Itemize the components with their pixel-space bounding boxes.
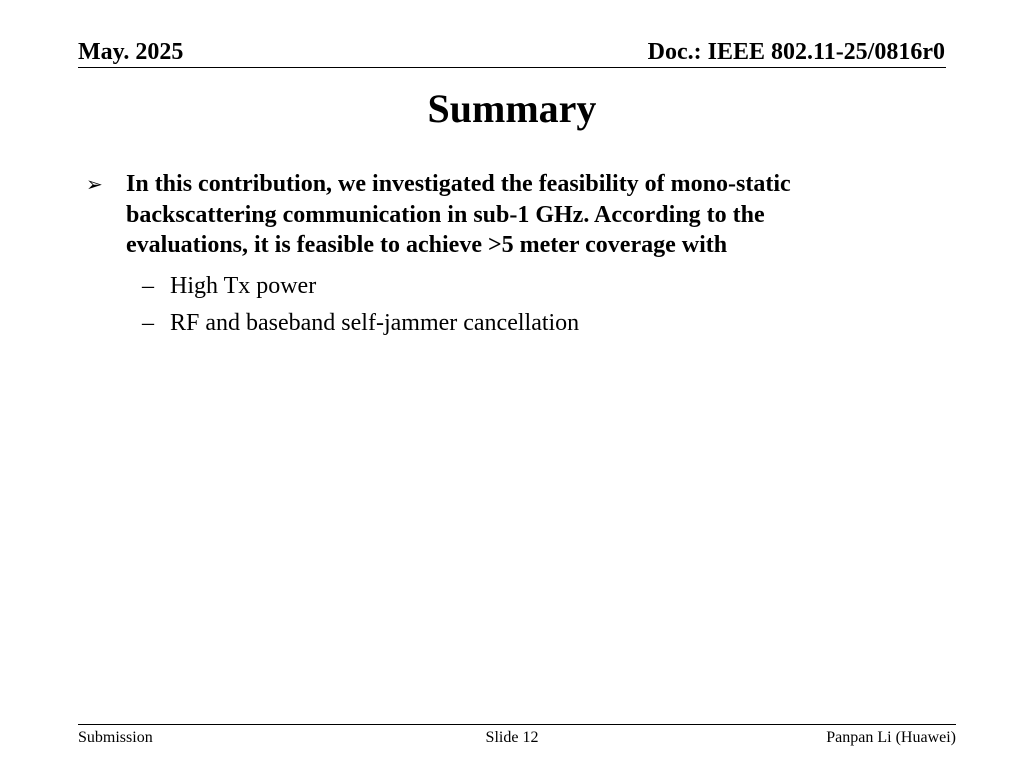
sub-bullet-item <box>142 305 579 342</box>
sub-bullet-text: RF and baseband self-jammer cancellation <box>170 310 580 336</box>
sub-bullet-list <box>142 268 579 342</box>
header-divider <box>78 67 946 68</box>
footer-submission: Submission <box>78 729 153 746</box>
header-doc-id: Doc.: IEEE 802.11-25/0816r0 <box>647 39 945 65</box>
arrow-bullet-icon: ➢ <box>86 172 103 196</box>
bullet-item <box>86 169 886 261</box>
dash-bullet-icon: – <box>142 273 154 299</box>
dash-bullet-icon: – <box>142 310 154 336</box>
footer-divider <box>78 724 956 725</box>
header-date: May. 2025 <box>78 39 184 65</box>
sub-bullet-text: High Tx power <box>170 273 317 299</box>
slide-title: Summary <box>427 86 597 131</box>
footer-slide-number: Slide 12 <box>485 729 539 746</box>
bullet-text: In this contribution, we investigated the feasibility of mono-static backscattering communication in sub-1 GHz. According to the evaluations, it is feasible to achieve >5 meter coverage with <box>126 171 791 258</box>
footer-author: Panpan Li (Huawei) <box>826 729 956 746</box>
sub-bullet-item <box>142 268 579 305</box>
